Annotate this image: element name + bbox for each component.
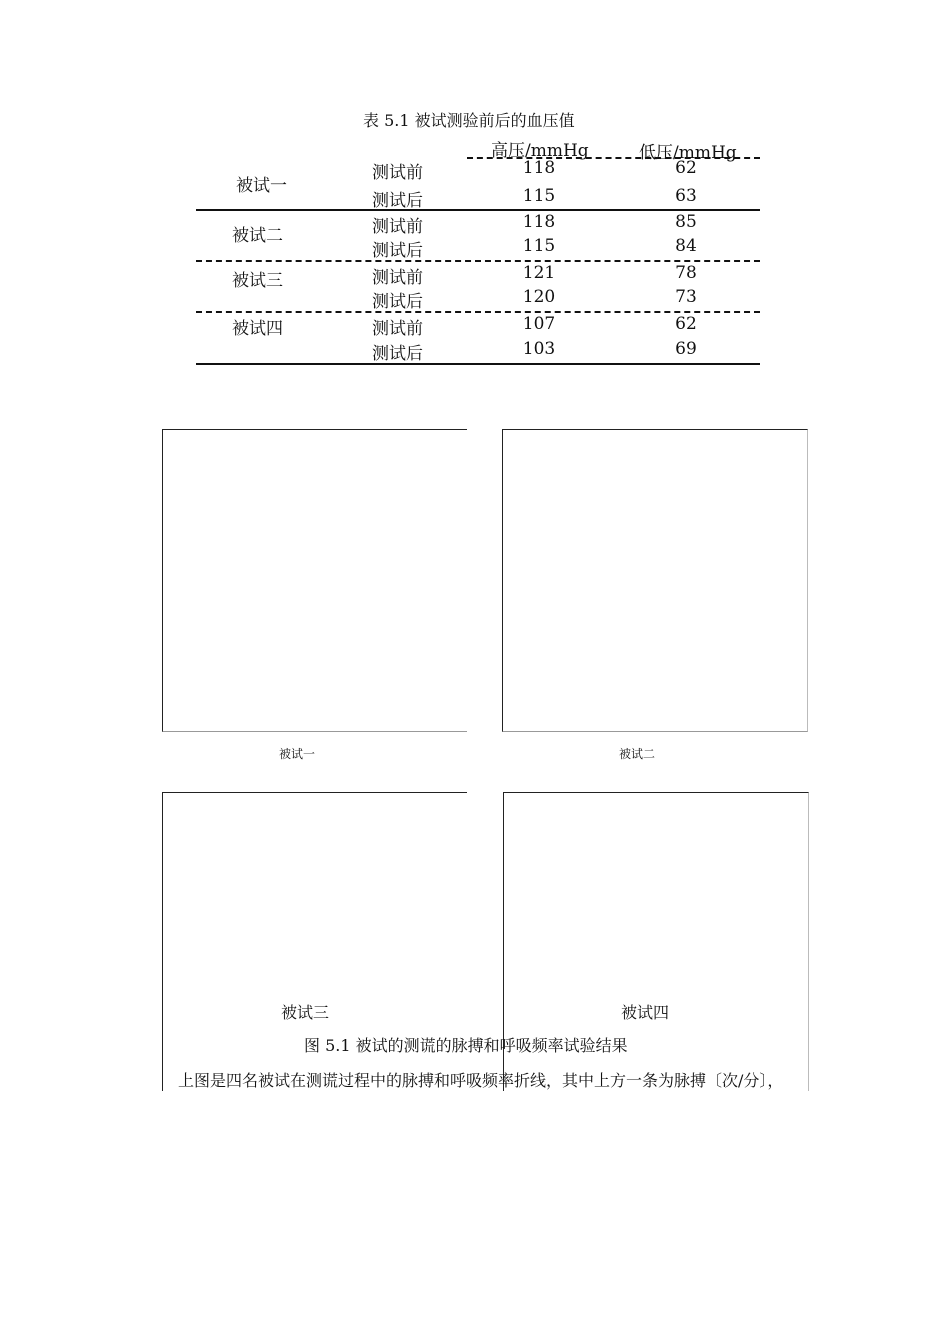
subject-name: 被试三: [232, 271, 283, 291]
header-low-pressure: 低压/mmHg: [639, 143, 737, 163]
high-value: 107: [522, 314, 556, 334]
panel-label: 被试三: [281, 1003, 330, 1022]
low-value: 73: [675, 287, 697, 307]
low-value: 69: [675, 339, 697, 359]
high-value: 115: [522, 186, 556, 206]
low-value: 84: [675, 236, 697, 256]
phase-label: 测试前: [372, 217, 423, 237]
body-paragraph: 上图是四名被试在测谎过程中的脉搏和呼吸频率折线，其中上方一条为脉搏〔次/分〕，: [178, 1071, 784, 1090]
table-bottom-rule: [196, 363, 760, 365]
low-value: 85: [675, 212, 697, 232]
header-high-pressure: 高压/mmHg: [491, 141, 589, 161]
low-value: 63: [675, 186, 697, 206]
phase-label: 测试后: [372, 241, 423, 261]
high-value: 103: [522, 339, 556, 359]
panel-label: 被试四: [621, 1003, 670, 1022]
row-divider: [196, 260, 760, 262]
table-caption: 表 5.1 被试测验前后的血压值: [363, 111, 575, 130]
chart-panel-subject-1: [162, 429, 467, 732]
high-value: 120: [522, 287, 556, 307]
subject-name: 被试一: [236, 176, 287, 196]
high-value: 118: [522, 212, 556, 232]
low-value: 78: [675, 263, 697, 283]
low-value: 62: [675, 314, 697, 334]
row-divider: [196, 209, 760, 211]
row-divider: [196, 311, 760, 313]
phase-label: 测试后: [372, 344, 423, 364]
phase-label: 测试后: [372, 191, 423, 211]
phase-label: 测试后: [372, 292, 423, 312]
chart-panel-subject-2: [502, 429, 808, 732]
panel-label: 被试二: [619, 747, 656, 761]
high-value: 115: [522, 236, 556, 256]
panel-label: 被试一: [279, 747, 316, 761]
high-value: 118: [522, 158, 556, 178]
high-value: 121: [522, 263, 556, 283]
subject-name: 被试四: [232, 319, 283, 339]
figure-caption: 图 5.1 被试的测谎的脉搏和呼吸频率试验结果: [304, 1036, 628, 1055]
phase-label: 测试前: [372, 319, 423, 339]
low-value: 62: [675, 158, 697, 178]
subject-name: 被试二: [232, 226, 283, 246]
phase-label: 测试前: [372, 163, 423, 183]
phase-label: 测试前: [372, 268, 423, 288]
